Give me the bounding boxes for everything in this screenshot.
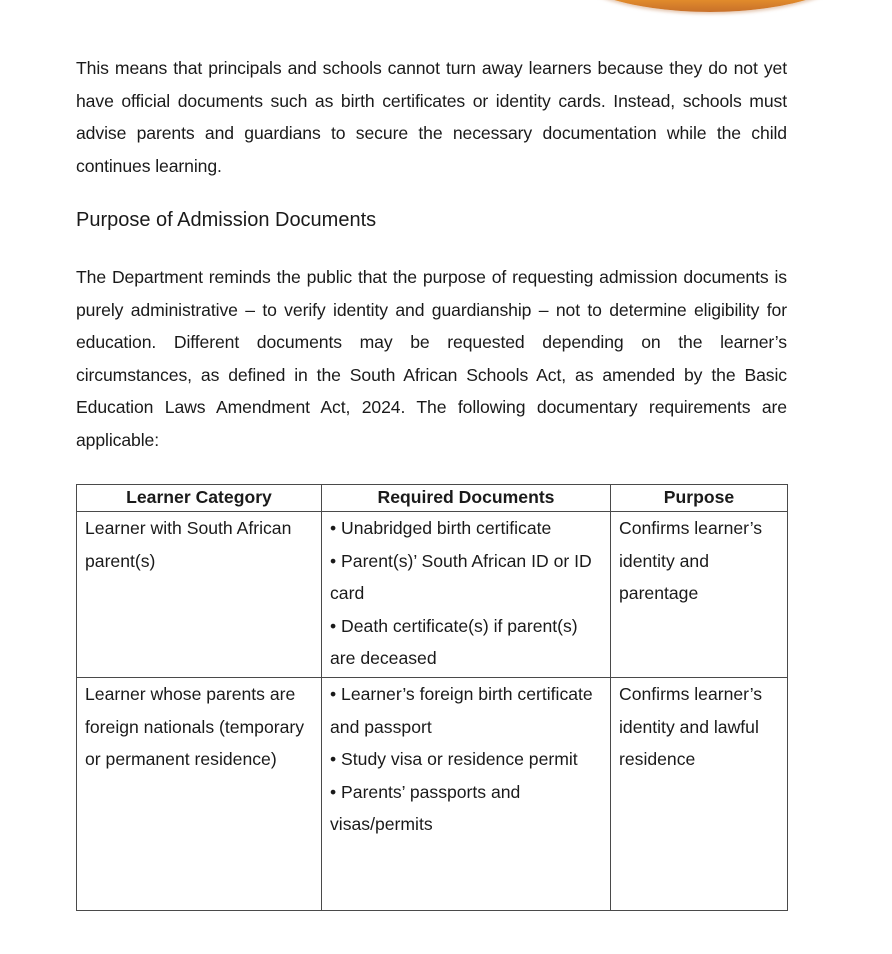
cell-purpose: Confirms learner’s identity and parentage bbox=[611, 512, 788, 678]
documents-table bbox=[76, 484, 788, 911]
document-item: • Learner’s foreign birth certificate and passport bbox=[330, 684, 593, 737]
header-decorative-arc bbox=[560, 0, 860, 12]
document-item: • Study visa or residence permit bbox=[330, 749, 578, 769]
document-item: • Parents’ passports and visas/permits bbox=[330, 781, 521, 834]
cell-documents bbox=[322, 512, 611, 678]
header-required-documents: Required Documents bbox=[322, 485, 611, 512]
document-item: • Unabridged birth certificate bbox=[330, 518, 552, 538]
cell-documents bbox=[322, 678, 611, 911]
table-header-row bbox=[77, 485, 788, 512]
document-item: • Death certificate(s) if parent(s) are deceased bbox=[330, 615, 578, 668]
document-item: • Parent(s)’ South African ID or ID card bbox=[330, 550, 592, 603]
cell-category: Learner with South African parent(s) bbox=[77, 512, 322, 678]
document-page bbox=[76, 52, 787, 834]
header-purpose: Purpose bbox=[611, 485, 788, 512]
section-heading: Purpose of Admission Documents bbox=[76, 209, 377, 231]
cell-purpose: Confirms learner’s identity and lawful residence bbox=[611, 678, 788, 911]
cell-category: Learner whose parents are foreign nationals (temporary or permanent residence) bbox=[77, 678, 322, 911]
intro-paragraph: This means that principals and schools cannot turn away learners because they do not yet have official documents such as birth certificates or identity cards. Instead, schools must advise parents and guardians to secure the necessary documentation while the child continues learning. bbox=[76, 58, 787, 176]
table-row bbox=[77, 678, 788, 911]
table-row bbox=[77, 512, 788, 678]
section-paragraph: The Department reminds the public that the purpose of requesting admission documents is purely administrative – to verify identity and guardianship – not to determine eligibility for education. Different documents may be requested depending on the learner’s circumstances, as defined in the South African Schools Act, as amended by the Basic Education Laws Amendment Act, 2024. The following documentary requirements are applicable: bbox=[76, 267, 787, 450]
header-learner-category: Learner Category bbox=[77, 485, 322, 512]
